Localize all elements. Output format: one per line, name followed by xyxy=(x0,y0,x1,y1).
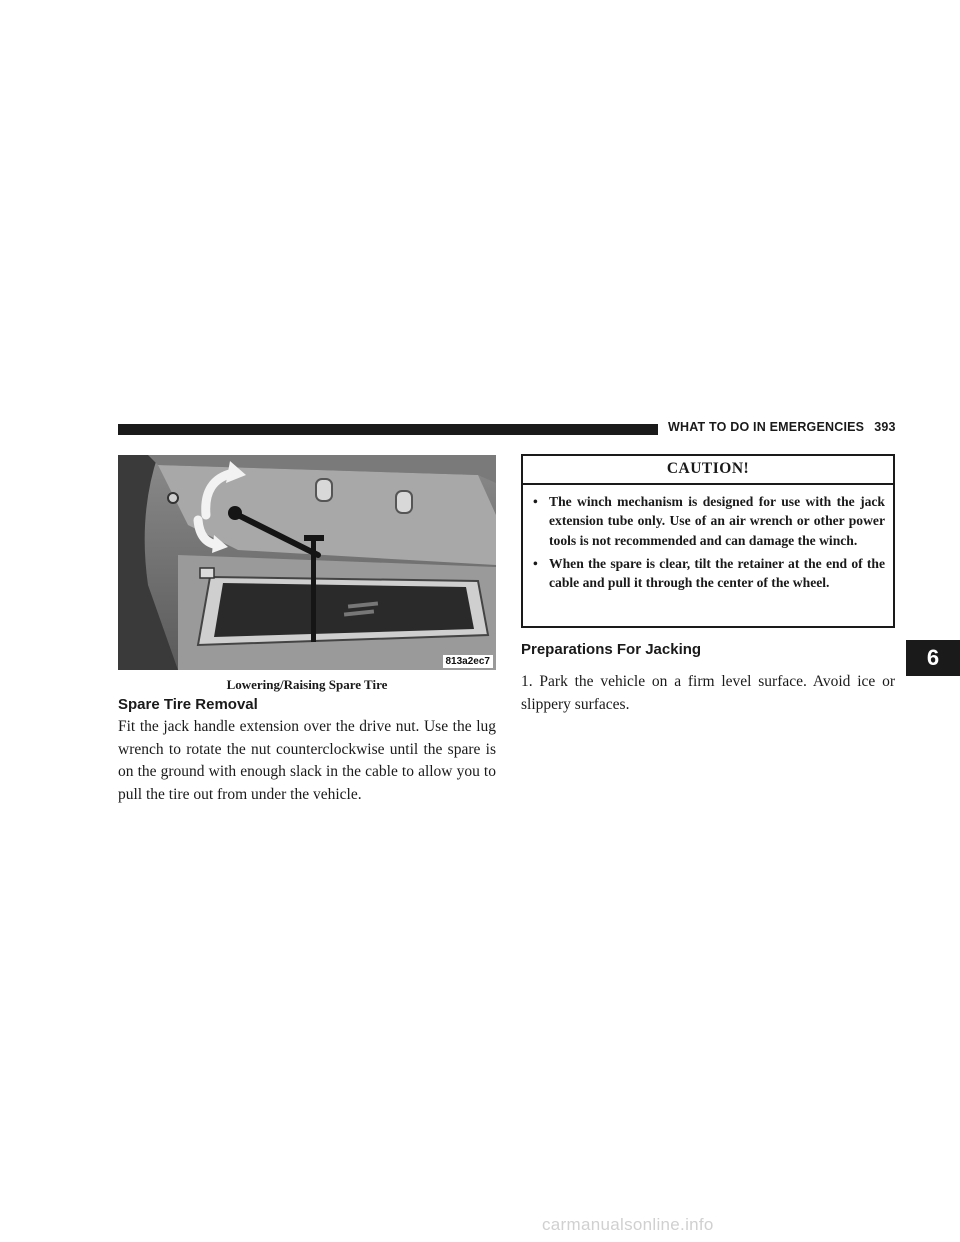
caution-title: CAUTION! xyxy=(523,456,893,485)
caution-box xyxy=(521,454,895,628)
chapter-tab: 6 xyxy=(906,640,960,676)
caution-item-text: When the spare is clear, tilt the retainer at the end of the cable and pull it through the center of the wheel. xyxy=(549,555,885,591)
bullet: • xyxy=(533,494,538,509)
page-number: 393 xyxy=(874,420,896,434)
caution-item-text: The winch mechanism is designed for use with the jack extension tube only. Use of an air wrench or other power tools is not recommended and can damage the winch. xyxy=(549,494,885,548)
figure-code: 813a2ec7 xyxy=(443,655,494,668)
caution-item xyxy=(533,554,885,593)
caution-item xyxy=(533,492,885,550)
preparations-step-1: 1. Park the vehicle on a firm level surface. Avoid ice or slippery surfaces. xyxy=(521,673,895,713)
trunk-illustration xyxy=(118,455,496,670)
watermark: carmanualsonline.info xyxy=(542,1215,714,1234)
caution-list xyxy=(523,485,893,592)
running-header xyxy=(668,420,896,438)
section-title: WHAT TO DO IN EMERGENCIES xyxy=(668,420,865,434)
trunk-photo xyxy=(118,455,496,670)
spare-tire-removal-body: Fit the jack handle extension over the drive nut. Use the lug wrench to rotate the nut counterclockwise until the spare is on the ground with enough slack in the cable to allow you to pull the tire out from under the vehicle. xyxy=(118,718,496,803)
figure-caption: Lowering/Raising Spare Tire xyxy=(226,677,388,692)
header-rule xyxy=(118,424,658,435)
spare-tire-removal-heading: Spare Tire Removal xyxy=(118,696,258,713)
preparations-heading: Preparations For Jacking xyxy=(521,641,702,658)
bullet: • xyxy=(533,555,538,571)
